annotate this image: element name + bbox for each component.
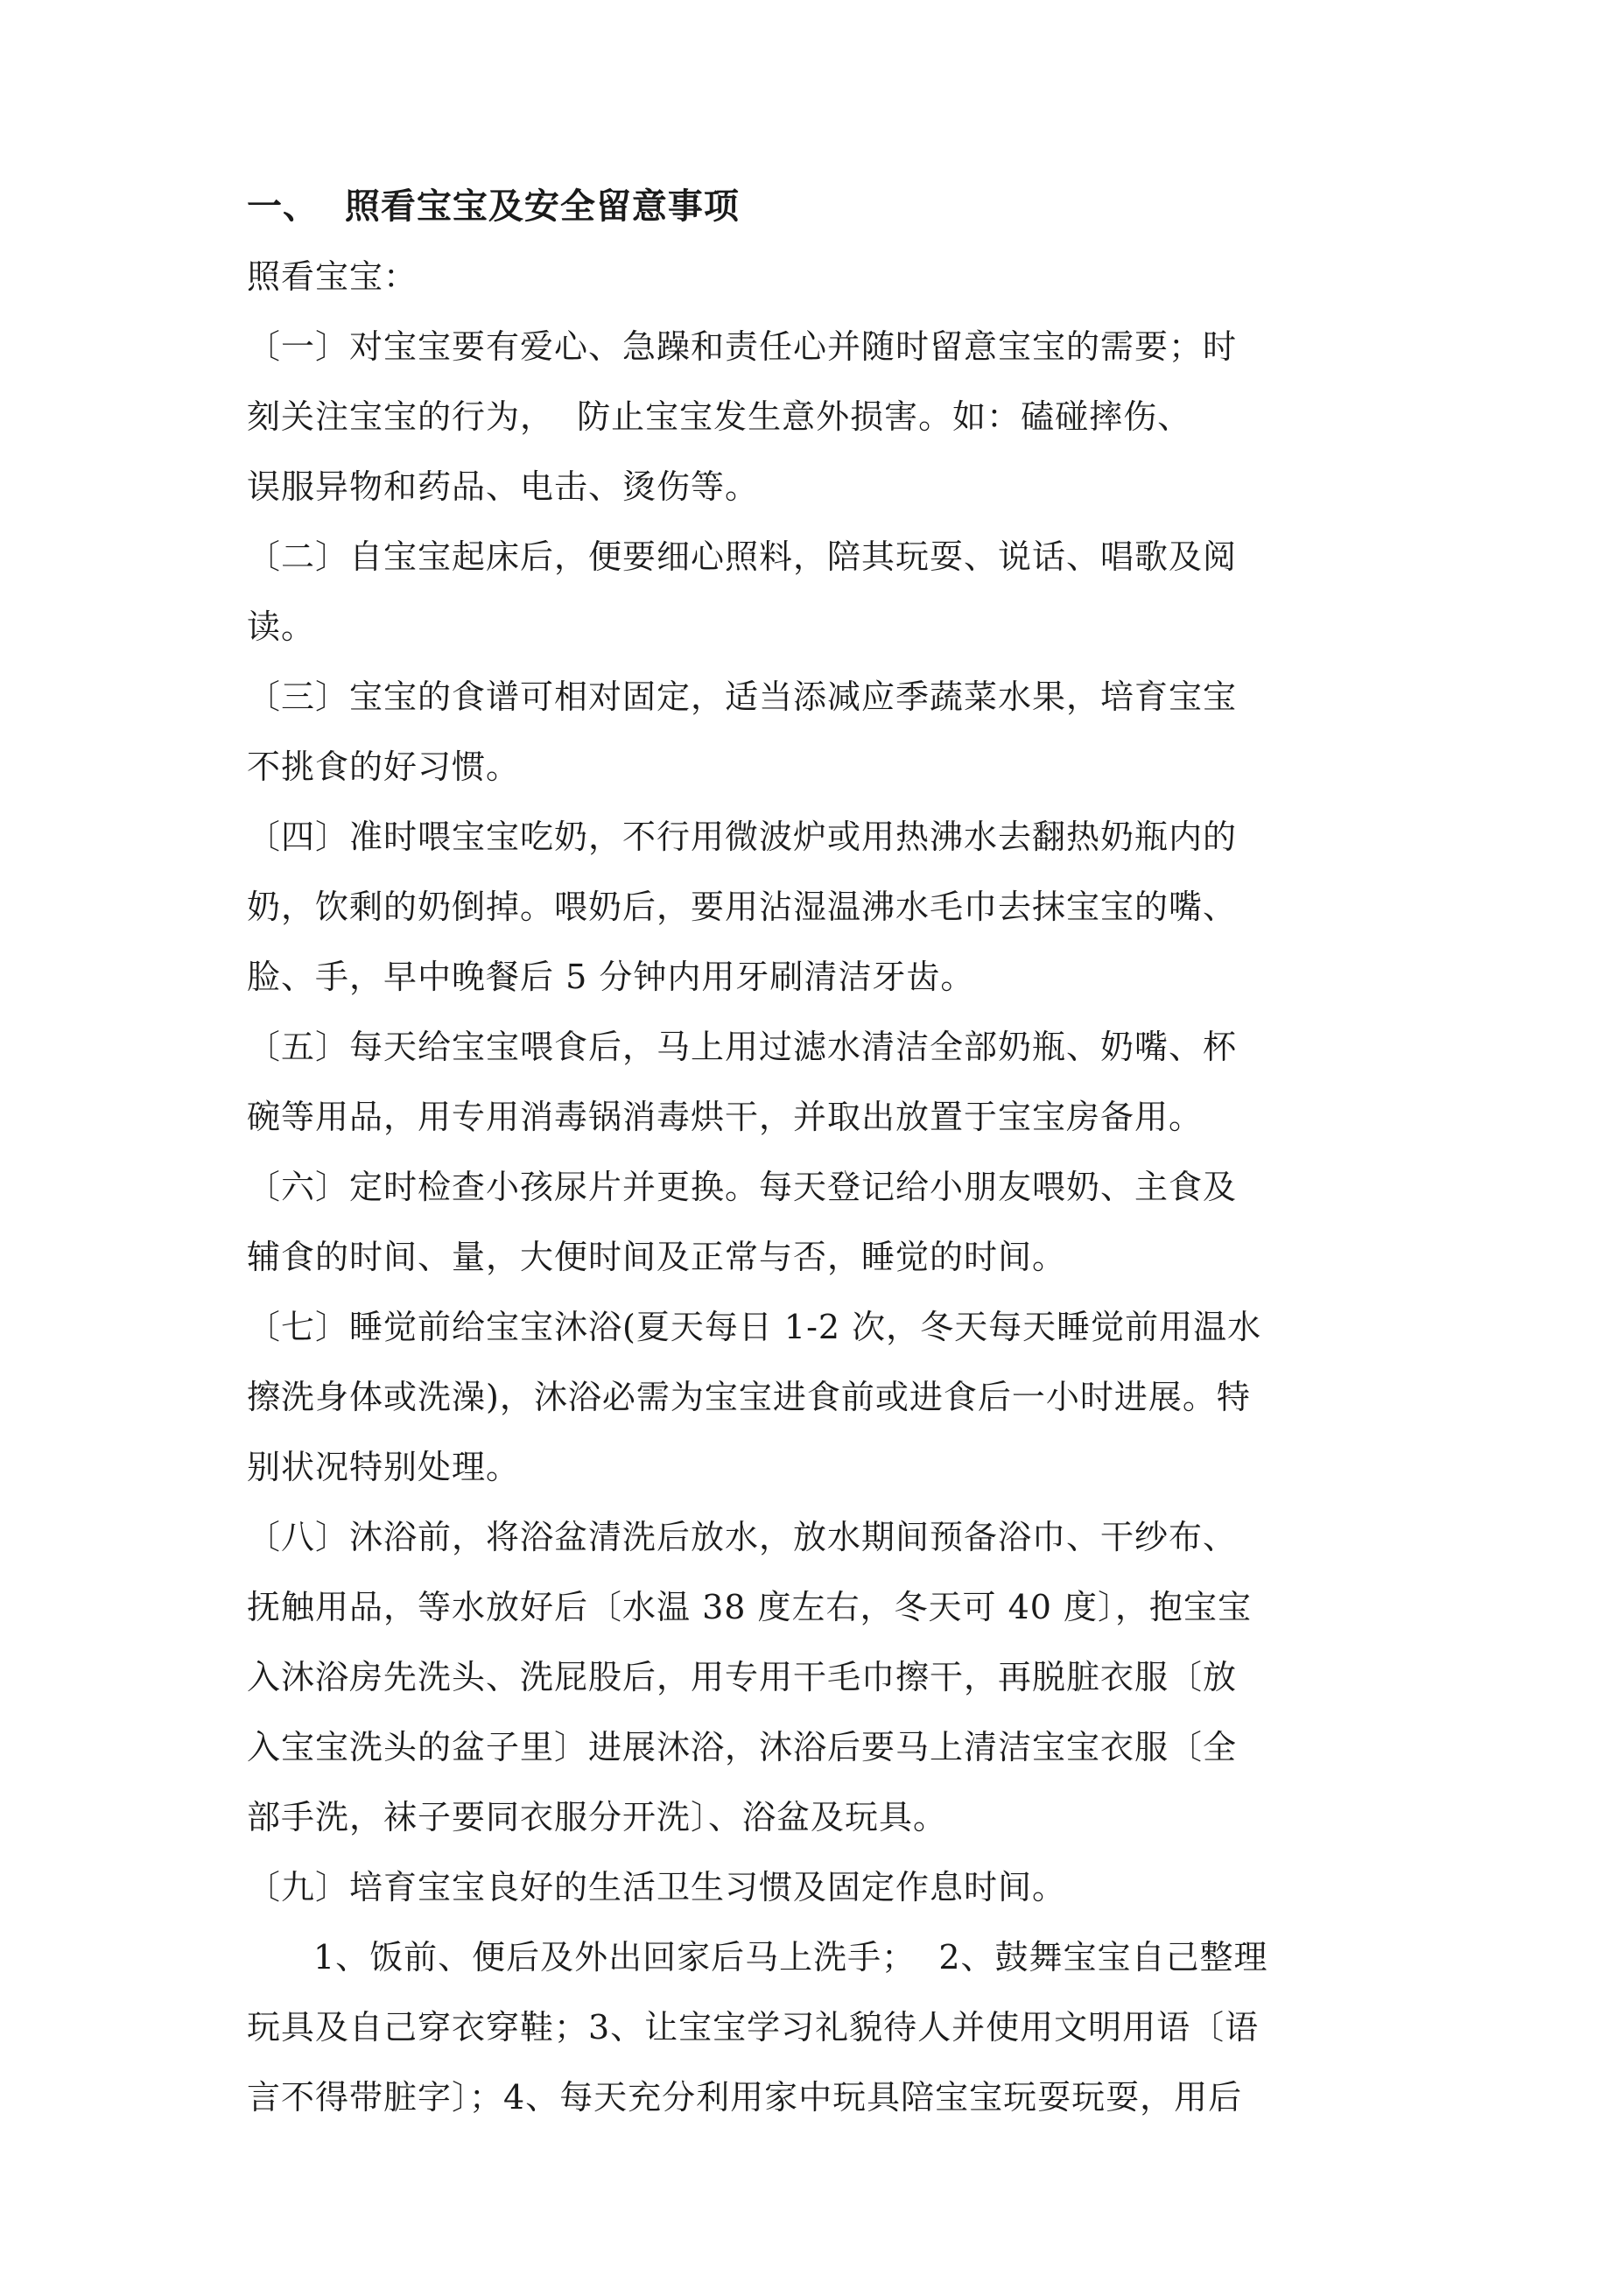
text-line: 〔七〕睡觉前给宝宝沐浴(夏天每日 1-2 次，冬天每天睡觉前用温水 xyxy=(247,1308,1262,1346)
text-line: 〔五〕每天给宝宝喂食后，马上用过滤水清洁全部奶瓶、奶嘴、杯 xyxy=(247,1028,1238,1066)
text-line: 入沐浴房先洗头、洗屁股后，用专用干毛巾擦干，再脱脏衣服〔放 xyxy=(247,1658,1238,1696)
text-line: 奶，饮剩的奶倒掉。喂奶后，要用沾湿温沸水毛巾去抹宝宝的嘴、 xyxy=(247,888,1238,926)
text-line: 误服异物和药品、电击、烫伤等。 xyxy=(247,467,760,506)
text-line: 刻关注宝宝的行为， 防止宝宝发生意外损害。如：磕碰摔伤、 xyxy=(247,397,1192,436)
text-line: 入宝宝洗头的盆子里〕进展沐浴，沐浴后要马上清洁宝宝衣服〔全 xyxy=(247,1728,1238,1766)
text-line: 读。 xyxy=(247,607,316,646)
text-line: 〔四〕准时喂宝宝吃奶，不行用微波炉或用热沸水去翻热奶瓶内的 xyxy=(247,818,1238,856)
text-line: 抚触用品，等水放好后〔水温 38 度左右，冬天可 40 度〕，抱宝宝 xyxy=(247,1588,1253,1626)
text-line: 1、饭前、便后及外出回家后马上洗手； 2、鼓舞宝宝自己整理 xyxy=(313,1938,1268,1977)
text-line: 别状况特别处理。 xyxy=(247,1448,521,1486)
text-line: 擦洗身体或洗澡)，沐浴必需为宝宝进食前或进食后一小时进展。特 xyxy=(247,1378,1251,1416)
text-line: 〔一〕对宝宝要有爱心、急躁和责任心并随时留意宝宝的需要；时 xyxy=(247,327,1238,366)
section-heading: 一、 照看宝宝及安全留意事项 xyxy=(247,186,740,227)
text-line: 〔九〕培育宝宝良好的生活卫生习惯及固定作息时间。 xyxy=(247,1868,1067,1906)
text-line: 〔六〕定时检查小孩尿片并更换。每天登记给小朋友喂奶、主食及 xyxy=(247,1168,1238,1206)
text-line: 辅食的时间、量，大便时间及正常与否，睡觉的时间。 xyxy=(247,1238,1067,1276)
text-line: 不挑食的好习惯。 xyxy=(247,748,521,786)
text-line: 部手洗，袜子要同衣服分开洗〕、浴盆及玩具。 xyxy=(247,1798,948,1836)
text-line: 言不得带脏字〕；4、每天充分利用家中玩具陪宝宝玩耍玩耍，用后 xyxy=(247,2078,1243,2117)
text-line: 碗等用品，用专用消毒锅消毒烘干，并取出放置于宝宝房备用。 xyxy=(247,1098,1204,1136)
text-line: 脸、手，早中晚餐后 5 分钟内用牙刷清洁牙齿。 xyxy=(247,958,975,996)
text-line: 照看宝宝： xyxy=(247,257,418,296)
text-line: 〔二〕自宝宝起床后，便要细心照料，陪其玩耍、说话、唱歌及阅 xyxy=(247,537,1238,576)
text-line: 〔三〕宝宝的食谱可相对固定，适当添减应季蔬菜水果，培育宝宝 xyxy=(247,678,1238,716)
text-line: 〔八〕沐浴前，将浴盆清洗后放水，放水期间预备浴巾、干纱布、 xyxy=(247,1518,1238,1556)
text-line: 玩具及自己穿衣穿鞋；3、让宝宝学习礼貌待人并使用文明用语〔语 xyxy=(247,2008,1260,2047)
document-body xyxy=(247,172,1402,2132)
